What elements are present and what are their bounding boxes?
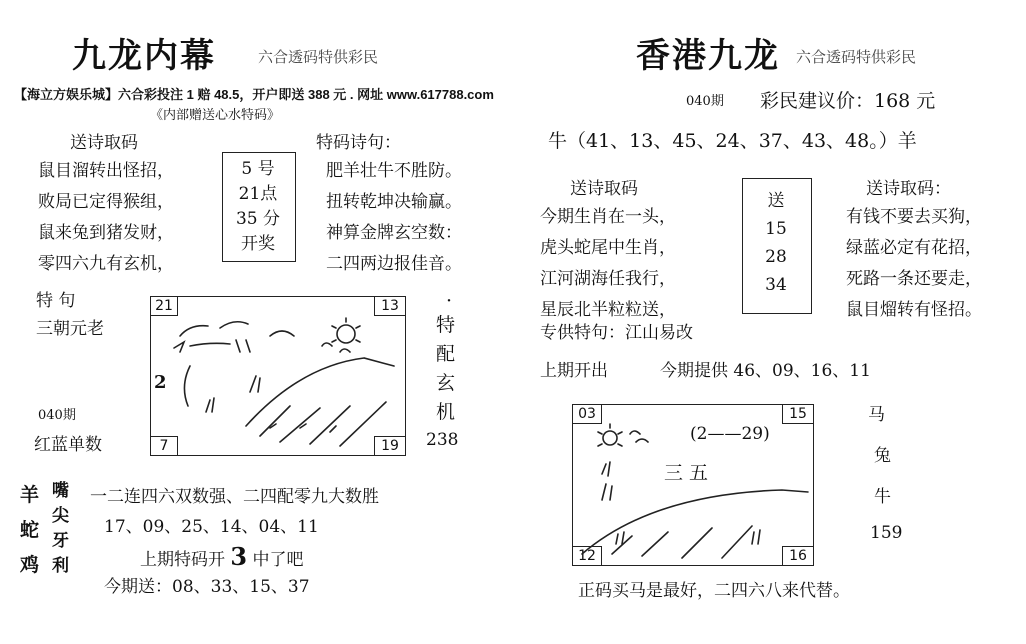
right-poem-title: 送诗取码 xyxy=(570,179,638,199)
this-period-send: 今期送：08、33、15、37 xyxy=(104,577,310,597)
left-poem-title: 送诗取码 xyxy=(70,133,138,153)
poem-line: 扭转乾坤决输赢。 xyxy=(326,192,462,212)
zodiac-char: 嘴 xyxy=(52,481,69,501)
picture-chars: 三 五 xyxy=(664,462,709,484)
corner-number: 19 xyxy=(374,436,406,456)
poem-line: 今期生肖在一头， xyxy=(540,207,676,227)
last-draw-line xyxy=(140,542,304,571)
left-sketch-drawing xyxy=(150,296,404,454)
zodiac-char: 鸡 xyxy=(20,554,40,576)
box-line: 35 分 xyxy=(235,209,281,229)
teju-label: 特 句 xyxy=(36,291,76,311)
left-draw-time xyxy=(222,154,294,254)
vertical-char: 机 xyxy=(436,401,456,423)
zodiac-left xyxy=(20,480,39,577)
price-label: 彩民建议价：168 元 xyxy=(760,90,936,112)
poem-line: 败局已定得猴组， xyxy=(38,192,174,212)
left-period: 040期 xyxy=(38,408,76,423)
left-line1: 一二连四六双数强、二四配零九大数胜 xyxy=(90,487,379,507)
poem-line: 星辰北半粒粒送， xyxy=(540,300,676,320)
redblue-label: 红蓝单数 xyxy=(34,435,102,455)
corner-number: 12 xyxy=(572,546,602,566)
corner-number: 15 xyxy=(782,404,814,424)
side-item: 马 xyxy=(868,405,885,425)
poem-line: 鼠目熘转有怪招。 xyxy=(846,300,982,320)
left-title: 九龙内幕 xyxy=(72,36,216,76)
tema-poem-title: 特码诗句： xyxy=(316,133,401,153)
poem-line: 虎头蛇尾中生肖， xyxy=(540,238,676,258)
right-poem-title-2: 送诗取码： xyxy=(866,179,951,199)
poem-line: 二四两边报佳音。 xyxy=(326,254,462,274)
vertical-char: 特 xyxy=(436,314,456,336)
tema-poem xyxy=(326,156,462,274)
last-prefix: 上期特码开 xyxy=(140,550,225,570)
right-poem-left xyxy=(540,202,676,320)
poem-line: 江河湖海任我行， xyxy=(540,269,676,289)
poem-line: 肥羊壮牛不胜防。 xyxy=(326,161,462,181)
left-note: 《内部赠送心水特码》 xyxy=(150,108,281,123)
teju-text: 三朝元老 xyxy=(36,319,104,339)
side-item: 牛 xyxy=(874,487,891,507)
box-line: 送 xyxy=(767,191,785,211)
provide-numbers: 今期提供 46、09、16、11 xyxy=(660,361,871,381)
box-line: 34 xyxy=(765,275,787,295)
left-numbers1: 17、09、25、14、04、11 xyxy=(104,517,319,537)
zodiac-char: 牙 xyxy=(52,531,69,551)
picture-number: 2 xyxy=(154,372,167,393)
special-line: 专供特句：江山易改 xyxy=(540,323,693,343)
corner-number: 13 xyxy=(374,296,406,316)
vertical-char: 玄 xyxy=(436,372,456,394)
side-number: 238 xyxy=(426,430,459,450)
right-period: 040期 xyxy=(686,94,724,109)
right-title: 香港九龙 xyxy=(636,36,780,76)
right-subtitle: 六合透码特供彩民 xyxy=(796,48,917,66)
box-line: 5 号 xyxy=(241,159,275,179)
zodiac-char: 羊 xyxy=(20,484,40,506)
corner-number: 7 xyxy=(150,436,178,456)
right-poem-right xyxy=(846,202,982,320)
right-number-line: 牛（41、13、45、24、37、43、48。）羊 xyxy=(548,130,917,152)
picture-range-text: (2——29) xyxy=(690,424,770,444)
poem-line: 零四六九有玄机， xyxy=(38,254,174,274)
last-open-label: 上期开出 xyxy=(540,361,608,381)
right-side-items xyxy=(868,400,902,543)
left-poem xyxy=(38,156,174,274)
right-bottom-line: 正码买马是最好，二四六八来代替。 xyxy=(578,581,850,601)
side-item: 159 xyxy=(870,523,903,543)
left-subtitle: 六合透码特供彩民 xyxy=(258,48,379,66)
side-item: 兔 xyxy=(874,446,891,466)
corner-number: 16 xyxy=(782,546,814,566)
poem-line: 鼠目溜转出怪招， xyxy=(38,161,174,181)
right-sketch-drawing xyxy=(572,404,812,564)
poem-line: 有钱不要去买狗， xyxy=(846,207,982,227)
corner-number: 21 xyxy=(150,296,178,316)
side-vertical-text xyxy=(436,310,455,424)
vertical-char: 配 xyxy=(436,343,456,365)
poem-line: 鼠来兔到猪发财， xyxy=(38,223,174,243)
last-suffix: 中了吧 xyxy=(252,550,304,570)
zodiac-mid xyxy=(52,476,69,576)
box-line: 15 xyxy=(765,219,787,239)
box-line: 开奖 xyxy=(241,234,275,254)
corner-number: 03 xyxy=(572,404,602,424)
right-send-numbers xyxy=(742,186,810,295)
poem-line: 绿蓝必定有花招， xyxy=(846,238,982,258)
poem-line: 神算金牌玄空数： xyxy=(326,223,462,243)
poem-line: 死路一条还要走， xyxy=(846,269,982,289)
dot-mark: · xyxy=(446,290,453,312)
last-number: 3 xyxy=(230,542,248,571)
zodiac-char: 尖 xyxy=(52,506,69,526)
box-line: 28 xyxy=(765,247,787,267)
left-ad-banner: 【海立方娱乐城】六合彩投注 1 赔 48.5，开户即送 388 元 . 网址 www.617788.com xyxy=(14,87,494,102)
zodiac-char: 利 xyxy=(52,556,69,576)
zodiac-char: 蛇 xyxy=(20,519,40,541)
box-line: 21点 xyxy=(238,184,278,204)
